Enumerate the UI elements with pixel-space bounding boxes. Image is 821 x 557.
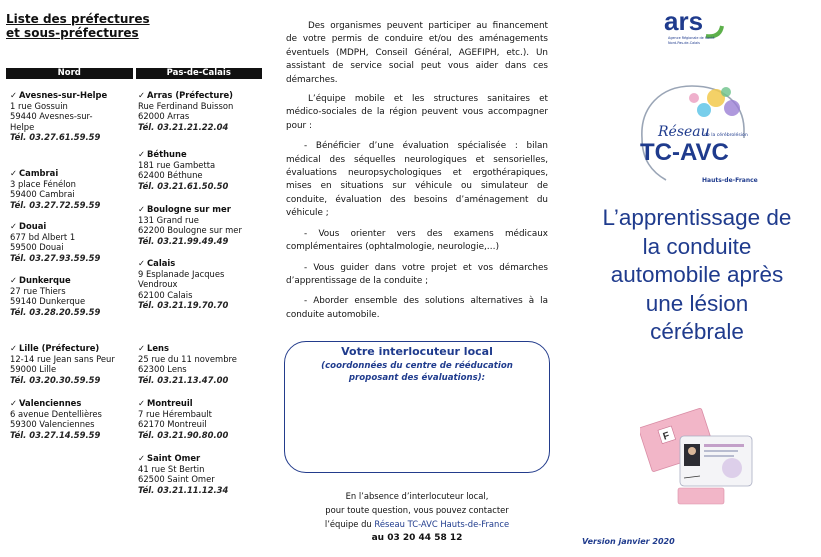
- local-contact-box: [284, 341, 550, 473]
- bullet-guidance: - Vous guider dans votre projet et vos démarches d’apprentissage de la conduite ;: [286, 262, 548, 286]
- phone-number: au 03 20 44 58 12: [371, 533, 463, 543]
- check-icon: ✓: [10, 343, 18, 353]
- list-item: ✓ Douai 677 bd Albert 1 59500 Douai Tél. 03.27.93.59.59: [10, 221, 101, 263]
- check-icon: ✓: [138, 343, 146, 353]
- check-icon: ✓: [10, 398, 18, 408]
- list-item: ✓ Lens 25 rue du 11 novembre 62300 Lens Tél. 03.21.13.47.00: [138, 343, 237, 385]
- prefecture-list: [6, 12, 262, 495]
- check-icon: ✓: [138, 149, 146, 159]
- version-label: Version janvier 2020: [582, 537, 675, 546]
- list-item: ✓ Montreuil 7 rue Hérembault 62170 Montreuil Tél. 03.21.90.80.00: [138, 398, 229, 440]
- brain-spot: [697, 103, 711, 117]
- check-icon: ✓: [138, 90, 146, 100]
- contact-title: Votre interlocuteur local: [341, 345, 493, 358]
- list-item: ✓ Calais 9 Esplanade Jacques Vendroux 62100 Calais Tél. 03.21.19.70.70: [138, 258, 229, 310]
- brain-spot: [689, 93, 699, 103]
- check-icon: ✓: [138, 258, 146, 268]
- list-item: ✓ Lille (Préfecture) 12-14 rue Jean sans Peur 59000 Lille Tél. 03.20.30.59.59: [10, 343, 115, 385]
- reseau-tcavc-logo: [632, 80, 762, 190]
- bullet-exams: - Vous orienter vers des examens médicaux complémentaires (ophtalmologie, neurologie,…): [286, 228, 548, 253]
- svg-text:Réseau: Réseau: [658, 124, 710, 140]
- check-icon: ✓: [10, 221, 18, 231]
- page-title: L’apprentissage de la conduite automobile après une lésion cérébrale: [602, 205, 792, 344]
- check-icon: ✓: [138, 398, 146, 408]
- bullet-evaluation: - Bénéficier d’une évaluation spécialisée : bilan médical des séquelles neurologiques et sensorielles, évaluations neuropsychologiques et ergothérapiques, mises en situations sur véhicule ou simulateur de conduite, évaluation des besoins d’aménagement du véhicule ;: [286, 141, 548, 219]
- fallback-contact: En l’absence d’interlocuteur local, pour toute question, vous pouvez contacter l’équipe du Réseau TC-AVC Hauts-de-France au 03 20 44 58 12: [286, 489, 548, 545]
- driving-licence-image: [640, 400, 756, 506]
- brain-spot: [721, 87, 731, 97]
- list-item: ✓ Arras (Préfecture) Rue Ferdinand Buisson 62000 Arras Tél. 03.21.21.22.04: [138, 90, 234, 132]
- middle-text: [286, 20, 548, 322]
- header-pas-de-calais: Pas-de-Calais: [136, 68, 263, 79]
- list-item: ✓ Saint Omer 41 rue St Bertin 62500 Saint Omer Tél. 03.21.11.12.34: [138, 453, 229, 495]
- list-title: Liste des préfectures et sous-préfectures: [6, 12, 150, 40]
- check-icon: ✓: [138, 453, 146, 463]
- svg-text:ars: ars: [664, 6, 704, 36]
- header-nord: Nord: [6, 68, 133, 79]
- list-item: ✓ Avesnes-sur-Helpe 1 rue Gossuin 59440 Avesnes-sur- Helpe Tél. 03.27.61.59.59: [10, 90, 108, 142]
- bullet-alternatives: - Aborder ensemble des solutions alternatives à la conduite automobile.: [286, 296, 548, 320]
- check-icon: ✓: [138, 204, 146, 214]
- paragraph-financing: Des organismes peuvent participer au financement de votre permis de conduire et/ou des aménagements éventuels (MDPH, Conseil Général, AGEFIPH, etc.). Un assistant de service social peut vous aider dans ces démarches.: [286, 21, 548, 85]
- ars-logo: [662, 6, 732, 48]
- list-item: ✓ Béthune 181 rue Gambetta 62400 Béthune Tél. 03.21.61.50.50: [138, 149, 229, 191]
- check-icon: ✓: [10, 168, 18, 178]
- svg-text:Hauts-de-France: Hauts-de-France: [702, 177, 758, 184]
- brain-spot: [724, 100, 740, 116]
- list-item: ✓ Dunkerque 27 rue Thiers 59140 Dunkerque Tél. 03.28.20.59.59: [10, 275, 101, 317]
- list-item: ✓ Cambrai 3 place Fénélon 59400 Cambrai Tél. 03.27.72.59.59: [10, 168, 101, 210]
- list-item: ✓ Valenciennes 6 avenue Dentellières 59300 Valenciennes Tél. 03.27.14.59.59: [10, 398, 102, 440]
- column-headers: [6, 68, 262, 79]
- check-icon: ✓: [10, 90, 18, 100]
- contact-subtitle: (coordonnées du centre de rééducation proposant des évaluations):: [321, 361, 513, 383]
- svg-text:Agence Régionale de Santé: Agence Régionale de Santé: [668, 36, 715, 40]
- paragraph-team: L’équipe mobile et les structures sanitaires et médico-sociales de la région peuvent vous accompagner pour :: [286, 94, 548, 131]
- svg-text:de la cérébrolésion: de la cérébrolésion: [704, 133, 748, 138]
- ars-swoosh: [706, 26, 722, 36]
- svg-text:TC-AVC: TC-AVC: [640, 139, 729, 166]
- list-item: ✓ Boulogne sur mer 131 Grand rue 62200 Boulogne sur mer Tél. 03.21.99.49.49: [138, 204, 242, 246]
- svg-text:Nord-Pas-de-Calais: Nord-Pas-de-Calais: [668, 41, 700, 45]
- check-icon: ✓: [10, 275, 18, 285]
- svg-text:F: F: [661, 430, 671, 443]
